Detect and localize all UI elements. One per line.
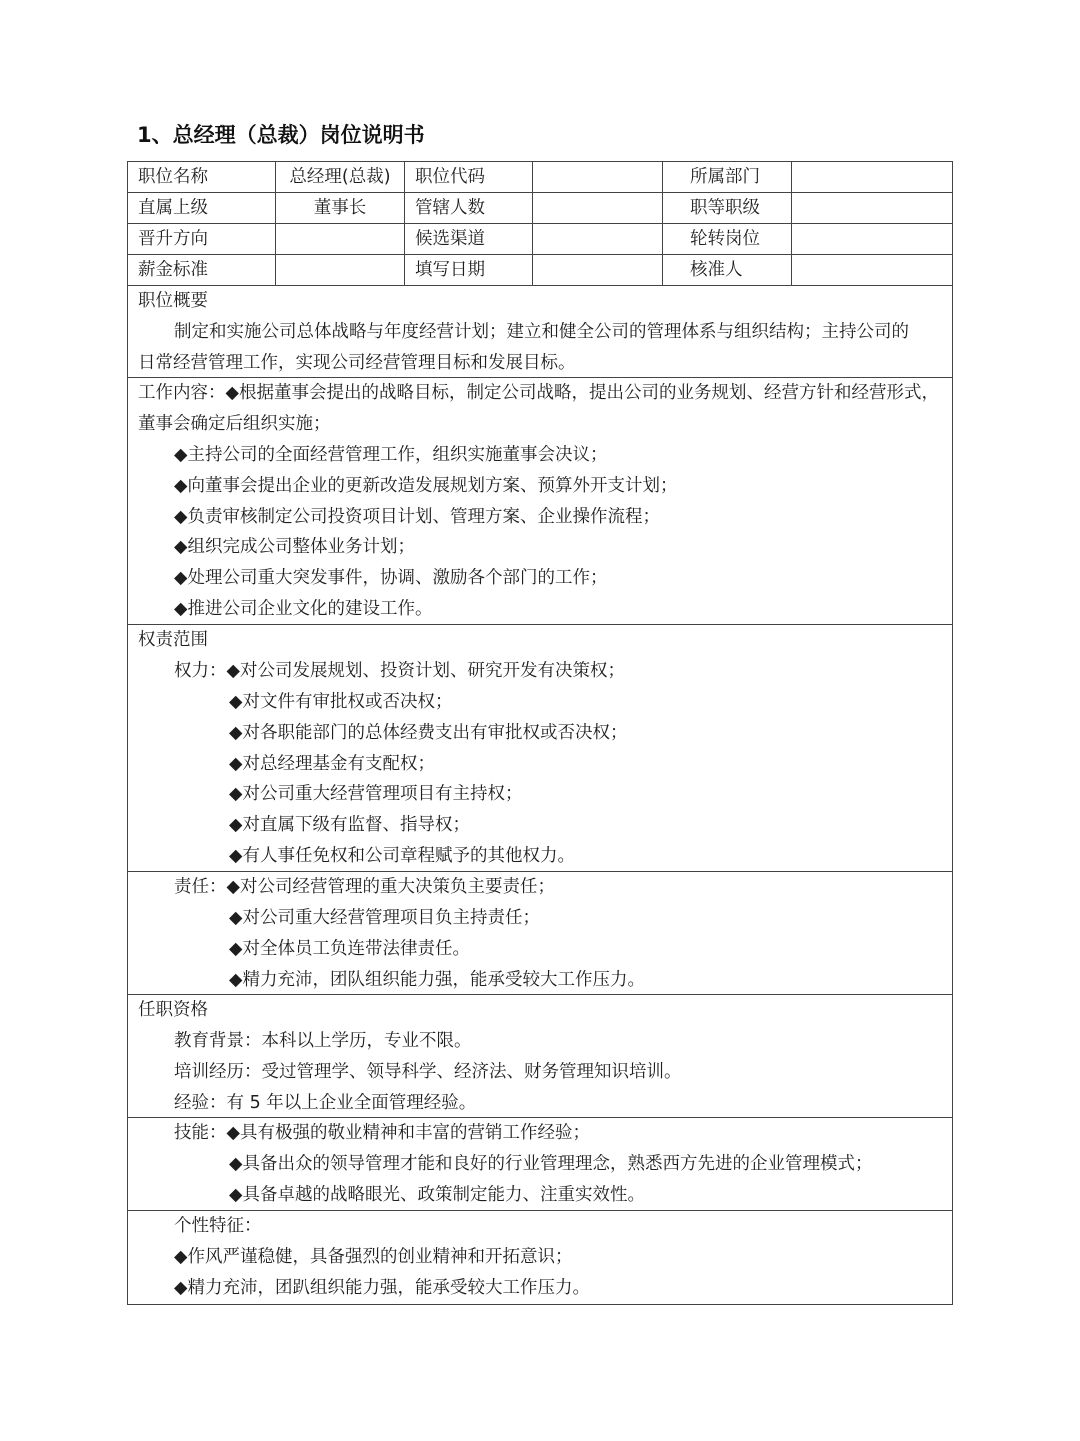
experience-label: 经验： [174, 1092, 227, 1113]
skill-text: ◆具有极强的敬业精神和丰富的营销工作经验； [226, 1123, 590, 1143]
value-grade-level [792, 193, 952, 223]
skill-item: ◆具备出众的领导管理才能和良好的行业管理理念，熟悉西方先进的企业管理模式； [229, 1153, 873, 1174]
skill-item [128, 1118, 952, 1149]
document-title: 1、总经理（总裁）岗位说明书 [137, 123, 425, 147]
value-position-code [533, 162, 663, 192]
power-item: ◆对总经理基金有支配权； [229, 753, 435, 774]
duty-item: ◆负责审核制定公司投资项目计划、管理方案、企业操作流程； [174, 506, 660, 527]
power-item: ◆对直属下级有监督、指导权； [229, 815, 470, 836]
value-promotion-path [276, 224, 405, 254]
responsibility-label: 责任： [174, 877, 227, 897]
label-grade-level: 职等职级 [663, 193, 792, 223]
value-direct-superior: 董事长 [276, 193, 405, 223]
skills-label: 技能： [174, 1123, 227, 1143]
section-responsibility [128, 872, 952, 995]
power-item: ◆有人事任免权和公司章程赋予的其他权力。 [229, 846, 575, 867]
responsibility-text: ◆对公司经营管理的重大决策负主要责任； [226, 877, 555, 897]
section-duties [128, 378, 952, 625]
summary-line: 制定和实施公司总体战略与年度经营计划；建立和健全公司的管理体系与组织结构；主持公司的 [174, 321, 909, 342]
duty-item-continuation: 董事会确定后组织实施； [138, 413, 331, 434]
experience-line [128, 1088, 952, 1119]
duty-item: ◆组织完成公司整体业务计划； [174, 537, 415, 558]
education-label: 教育背景： [174, 1030, 262, 1051]
training-text: 受过管理学、领导科学、经济法、财务管理知识培训。 [261, 1061, 682, 1082]
label-position-code: 职位代码 [405, 162, 533, 192]
personality-item: ◆作风严谨稳健，具备强烈的创业精神和开拓意识； [174, 1246, 573, 1267]
responsibility-item: ◆精力充沛，团队组织能力强，能承受较大工作压力。 [229, 969, 645, 990]
section-qualifications [128, 995, 952, 1118]
section-authority [128, 625, 952, 872]
value-position-name: 总经理(总裁) [276, 162, 405, 192]
label-fill-date: 填写日期 [405, 255, 533, 285]
section-summary [128, 286, 952, 378]
label-promotion-path: 晋升方向 [128, 224, 276, 254]
label-approver: 核准人 [663, 255, 792, 285]
label-candidate-channel: 候选渠道 [405, 224, 533, 254]
duty-item: ◆向董事会提出企业的更新改造发展规划方案、预算外开支计划； [174, 475, 678, 496]
education-line [128, 1026, 952, 1057]
duties-label: 工作内容： [138, 383, 226, 403]
duty-item [128, 378, 952, 409]
label-salary-standard: 薪金标准 [128, 255, 276, 285]
section-skills [128, 1118, 952, 1211]
value-subordinate-count [533, 193, 663, 223]
value-department [792, 162, 952, 192]
info-row [128, 193, 952, 224]
value-fill-date [533, 255, 663, 285]
qualifications-heading: 任职资格 [138, 1000, 208, 1020]
summary-heading: 职位概要 [138, 291, 208, 311]
responsibility-item: ◆对全体员工负连带法律责任。 [229, 938, 470, 959]
power-item: ◆对公司重大经营管理项目有主持权； [229, 784, 523, 805]
power-item [128, 656, 952, 687]
info-row [128, 162, 952, 193]
duty-item: ◆主持公司的全面经营管理工作，组织实施董事会决议； [174, 444, 608, 465]
experience-text: 有 5 年以上企业全面管理经验。 [226, 1092, 477, 1113]
duty-text: ◆根据董事会提出的战略目标，制定公司战略，提出公司的业务规划、经营方针和经营形式， [225, 383, 939, 403]
duty-item: ◆推进公司企业文化的建设工作。 [174, 599, 433, 620]
label-department: 所属部门 [663, 162, 792, 192]
value-approver [792, 255, 952, 285]
personality-label: 个性特征： [174, 1216, 262, 1236]
value-candidate-channel [533, 224, 663, 254]
training-label: 培训经历： [174, 1061, 262, 1082]
summary-line: 日常经营管理工作，实现公司经营管理目标和发展目标。 [138, 352, 576, 373]
personality-item: ◆精力充沛，团趴组织能力强，能承受较大工作压力。 [174, 1277, 590, 1298]
label-rotation-post: 轮转岗位 [663, 224, 792, 254]
power-item: ◆对各职能部门的总体经费支出有审批权或否决权； [229, 722, 628, 743]
info-row [128, 255, 952, 286]
label-subordinate-count: 管辖人数 [405, 193, 533, 223]
responsibility-item [128, 872, 952, 903]
skill-item: ◆具备卓越的战略眼光、政策制定能力、注重实效性。 [229, 1184, 645, 1205]
training-line [128, 1057, 952, 1088]
info-row [128, 224, 952, 255]
label-position-name: 职位名称 [128, 162, 276, 192]
value-salary-standard [276, 255, 405, 285]
power-item: ◆对文件有审批权或否决权； [229, 691, 453, 712]
duty-item: ◆处理公司重大突发事件，协调、激励各个部门的工作； [174, 568, 608, 589]
education-text: 本科以上学历，专业不限。 [261, 1030, 472, 1051]
power-text: ◆对公司发展规划、投资计划、研究开发有决策权； [226, 660, 625, 681]
label-direct-superior: 直属上级 [128, 193, 276, 223]
section-personality [128, 1211, 952, 1304]
responsibility-item: ◆对公司重大经营管理项目负主持责任； [229, 907, 540, 928]
job-description-table [127, 161, 953, 1305]
authority-heading: 权责范围 [138, 630, 208, 650]
value-rotation-post [792, 224, 952, 254]
power-label: 权力： [174, 660, 227, 681]
